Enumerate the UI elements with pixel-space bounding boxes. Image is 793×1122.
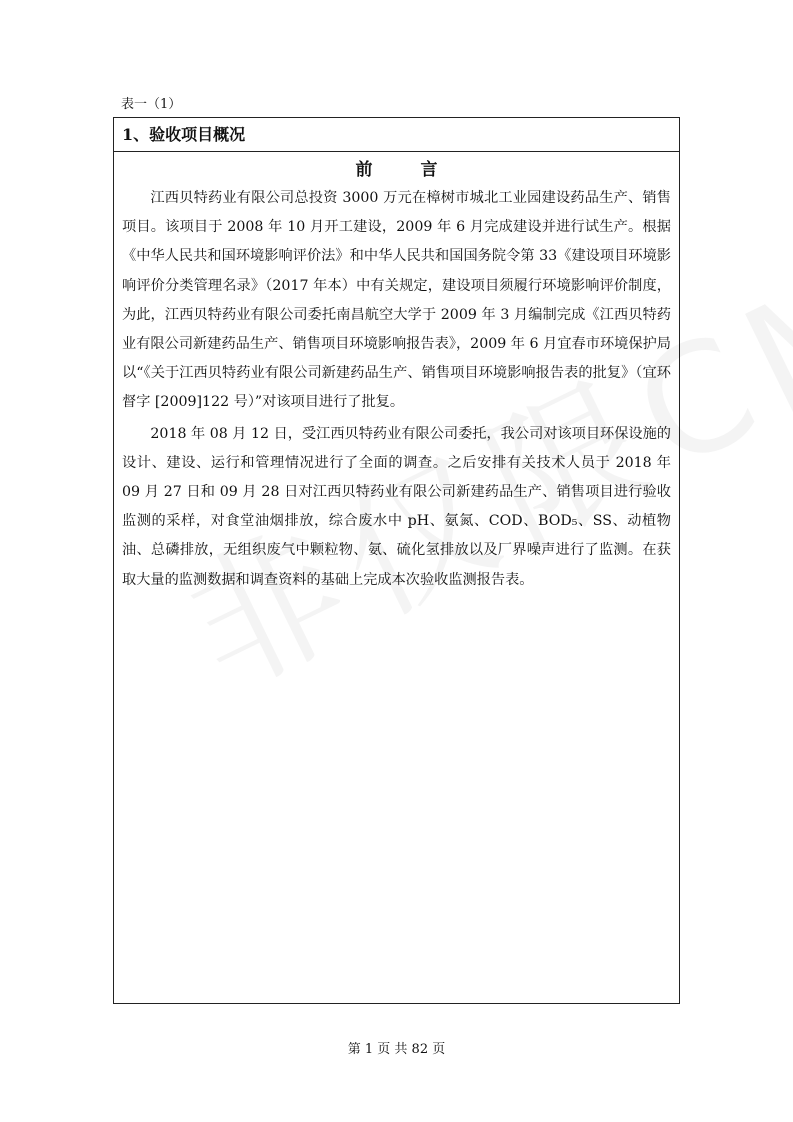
paragraph-1: 江西贝特药业有限公司总投资 3000 万元在樟树市城北工业园建设药品生产、销售项目。该项目于 2008 年 10 月开工建设，2009 年 6 月完成建设并进行试生产。根据《中华人民共和国环境影响评价法》和中华人民共和国国务院令第 33《建设项目环境影响评价分类管理名录》（2017 年本）中有关规定，建设项目须履行环境影响评价制度，为此，江西贝特药业有限公司委托南昌航空大学于 2009 年 3 月编制完成《江西贝特药业有限公司新建药品生产、销售项目环境影响报告表》，2009 年 6 月宜春市环境保护局以“《关于江西贝特药业有限公司新建药品生产、销售项目环境影响报告表的批复》（宜环督字 [2009]122 号）”对该项目进行了批复。 xyxy=(122,190,671,411)
table-label: 表一（1） xyxy=(121,97,182,112)
section-title: 1、验收项目概况 xyxy=(114,118,679,152)
section-content xyxy=(114,152,679,595)
report-frame xyxy=(113,117,680,1004)
preface-heading: 前言 xyxy=(355,160,486,180)
page-footer: 第 1 页 共 82 页 xyxy=(347,1042,446,1057)
paragraph-2: 2018 年 08 月 12 日，受江西贝特药业有限公司委托，我公司对该项目环保设施的设计、建设、运行和管理情况进行了全面的调查。之后安排有关技术人员于 2018 年 09 月 27 日和 09 月 28 日对江西贝特药业有限公司新建药品生产、销售项目进行验收监测的采样，对食堂油烟排放，综合废水中 pH、氨氮、COD、BOD₅、SS、动植物油、总磷排放，无组织废气中颗粒物、氨、硫化氢排放以及厂界噪声进行了监测。在获取大量的监测数据和调查资料的基础上完成本次验收监测报告表。 xyxy=(122,425,671,588)
